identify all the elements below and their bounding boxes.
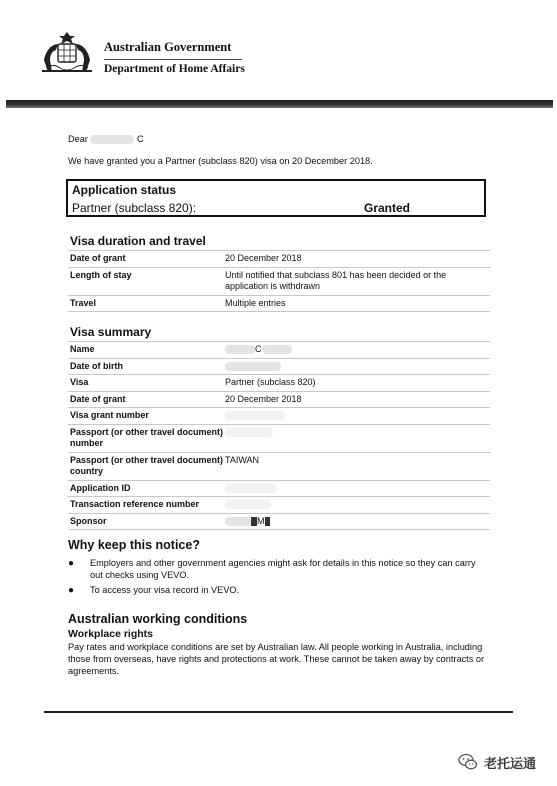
row-label: Sponsor [70,515,107,526]
table-row [68,296,490,313]
row-value: Partner (subclass 820) [225,377,316,387]
table-row [68,481,490,498]
why-keep-list [68,558,488,601]
redacted-value [225,411,285,420]
row-label: Travel [70,297,97,308]
row-value [225,499,490,511]
row-value [225,410,490,422]
redacted-value [262,345,292,354]
sponsor-value: M [257,515,265,526]
header-divider [104,59,242,60]
row-value [225,361,490,373]
application-status-value: Granted [364,201,411,215]
row-label: Date of grant [70,253,126,263]
redacted-value [265,517,270,526]
redacted-value [225,517,251,526]
row-value: Until notified that subclass 801 has been decided or the application is withdrawn [225,269,447,291]
name-value: C [255,344,262,354]
row-value [225,344,490,356]
list-item-text: Employers and other government agencies might ask for details in this notice so they can carry out checks using VEVO. [90,558,476,580]
row-value: 20 December 2018 [225,253,302,263]
wechat-icon [458,752,478,772]
row-label: Application ID [70,482,131,493]
salutation-prefix: Dear [68,134,88,144]
list-item [68,558,488,581]
table-row [68,408,490,425]
visa-duration-heading: Visa duration and travel [70,234,206,248]
workplace-rights-paragraph: Pay rates and workplace conditions are set by Australian law. All people working in Australia, including those from overseas, have rights and protections at work. These cannot be taken away by contracts or agreements. [68,642,485,676]
table-row [68,375,490,392]
redacted-value [225,428,273,437]
visa-summary-heading: Visa summary [70,325,152,339]
row-label: Passport (or other travel document) number [70,426,224,448]
application-status-heading: Application status [72,183,177,197]
salutation-name: C [137,134,144,144]
table-row [68,453,490,481]
row-value [225,516,490,528]
government-name: Australian Government [104,40,232,54]
grant-sentence: We have granted you a Partner (subclass 820) visa on 20 December 2018. [68,156,373,166]
redacted-name [90,135,134,144]
table-row [68,392,490,409]
row-label: Visa [70,377,89,387]
header-band [6,100,553,108]
row-value: Multiple entries [225,297,286,308]
redacted-value [225,484,277,493]
list-item-text: To access your visa record in VEVO. [90,585,240,595]
row-label: Date of grant [70,393,126,404]
row-value: 20 December 2018 [225,393,302,404]
row-value [225,427,490,450]
table-row [68,359,490,376]
application-status-box [66,179,486,217]
workplace-rights-subheading: Workplace rights [68,628,153,640]
row-label: Transaction reference number [70,499,200,509]
table-row [68,514,490,531]
salutation [68,134,144,144]
footer-divider [44,711,513,713]
row-label: Date of birth [70,360,123,371]
table-row [68,341,490,359]
watermark-text: 老托运通 [484,755,537,771]
watermark [458,752,536,772]
table-row [68,497,490,514]
list-item [68,585,488,597]
why-keep-heading: Why keep this notice? [68,538,200,552]
table-row [68,250,490,268]
coat-of-arms-logo [36,30,98,76]
redacted-value [225,500,271,509]
row-label: Name [70,344,95,354]
row-value: TAIWAN [225,454,259,465]
working-conditions-heading: Australian working conditions [68,612,248,626]
bullet-icon: ● [68,585,75,596]
department-name: Department of Home Affairs [104,63,245,75]
table-row [68,268,490,296]
row-label: Length of stay [70,269,132,280]
government-header [104,40,245,75]
application-status-visa-type: Partner (subclass 820): [72,201,197,215]
row-label: Visa grant number [70,410,149,420]
visa-duration-table [68,250,490,312]
redacted-value [225,345,255,354]
redacted-value [225,362,281,371]
bullet-icon: ● [68,558,75,569]
visa-summary-table [68,341,490,530]
table-row [68,425,490,453]
row-value [225,483,490,495]
row-label: Passport (or other travel document) country [70,454,224,476]
